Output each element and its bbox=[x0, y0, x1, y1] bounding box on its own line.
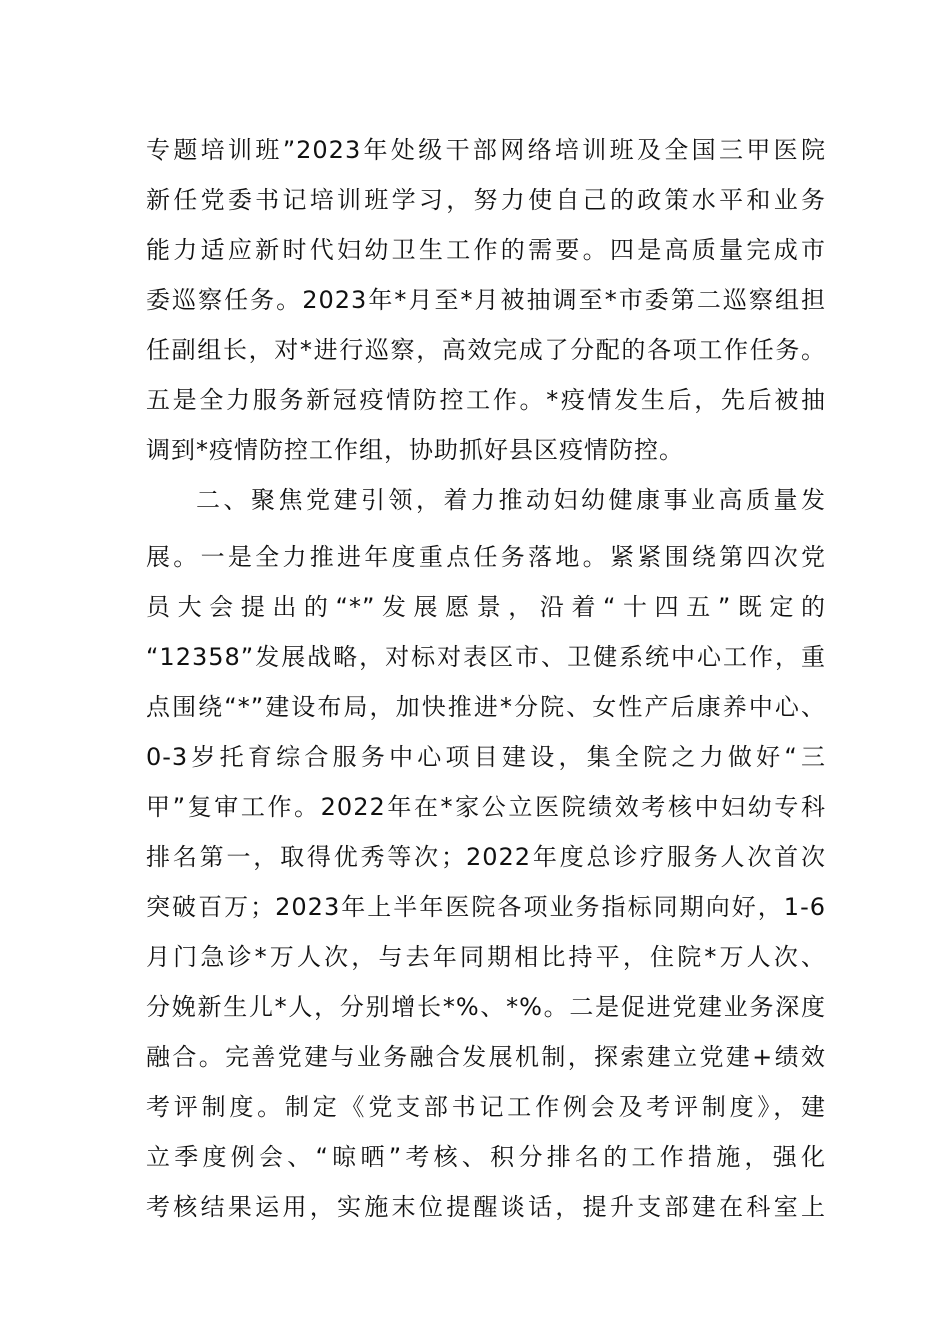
paragraph-2-line-2: 展。一是全力推进年度重点任务落地。紧紧围绕第四次党 bbox=[146, 543, 826, 571]
paragraph-1-line-4: 委巡察任务。2023年*月至*月被抽调至*市委第二巡察组担 bbox=[146, 286, 826, 314]
paragraph-1-line-5: 任副组长，对*进行巡察，高效完成了分配的各项工作任务。 bbox=[146, 336, 826, 364]
paragraph-2-line-7: 甲”复审工作。2022年在*家公立医院绩效考核中妇幼专科 bbox=[146, 793, 826, 821]
paragraph-1-line-1: 专题培训班”2023年处级干部网络培训班及全国三甲医院 bbox=[146, 136, 826, 164]
paragraph-2-line-6: 0-3岁托育综合服务中心项目建设，集全院之力做好“三 bbox=[146, 743, 826, 771]
paragraph-1-line-2: 新任党委书记培训班学习，努力使自己的政策水平和业务 bbox=[146, 186, 826, 214]
paragraph-2-line-12: 融合。完善党建与业务融合发展机制，探索建立党建+绩效 bbox=[146, 1043, 826, 1071]
paragraph-2-line-14: 立季度例会、“晾晒”考核、积分排名的工作措施，强化 bbox=[146, 1143, 826, 1171]
paragraph-2-line-3: 员大会提出的“*”发展愿景，沿着“十四五”既定的 bbox=[146, 593, 826, 621]
paragraph-2-line-9: 突破百万；2023年上半年医院各项业务指标同期向好，1-6 bbox=[146, 893, 826, 921]
paragraph-1-line-6: 五是全力服务新冠疫情防控工作。*疫情发生后，先后被抽 bbox=[146, 386, 826, 414]
paragraph-2-line-8: 排名第一，取得优秀等次；2022年度总诊疗服务人次首次 bbox=[146, 843, 826, 871]
paragraph-2-line-5: 点围绕“*”建设布局，加快推进*分院、女性产后康养中心、 bbox=[146, 693, 826, 721]
paragraph-1-line-3: 能力适应新时代妇幼卫生工作的需要。四是高质量完成市 bbox=[146, 236, 826, 264]
paragraph-2-line-4: “12358”发展战略，对标对表区市、卫健系统中心工作，重 bbox=[146, 643, 826, 671]
paragraph-2-line-10: 月门急诊*万人次，与去年同期相比持平，住院*万人次、 bbox=[146, 943, 826, 971]
paragraph-2-line-1: 二、聚焦党建引领，着力推动妇幼健康事业高质量发 bbox=[196, 486, 826, 514]
paragraph-1-line-7: 调到*疫情防控工作组，协助抓好县区疫情防控。 bbox=[146, 436, 684, 464]
paragraph-2-line-15: 考核结果运用，实施末位提醒谈话，提升支部建在科室上 bbox=[146, 1193, 826, 1221]
paragraph-2-line-11: 分娩新生儿*人，分别增长*%、*%。二是促进党建业务深度 bbox=[146, 993, 826, 1021]
paragraph-2-line-13: 考评制度。制定《党支部书记工作例会及考评制度》，建 bbox=[146, 1093, 826, 1121]
